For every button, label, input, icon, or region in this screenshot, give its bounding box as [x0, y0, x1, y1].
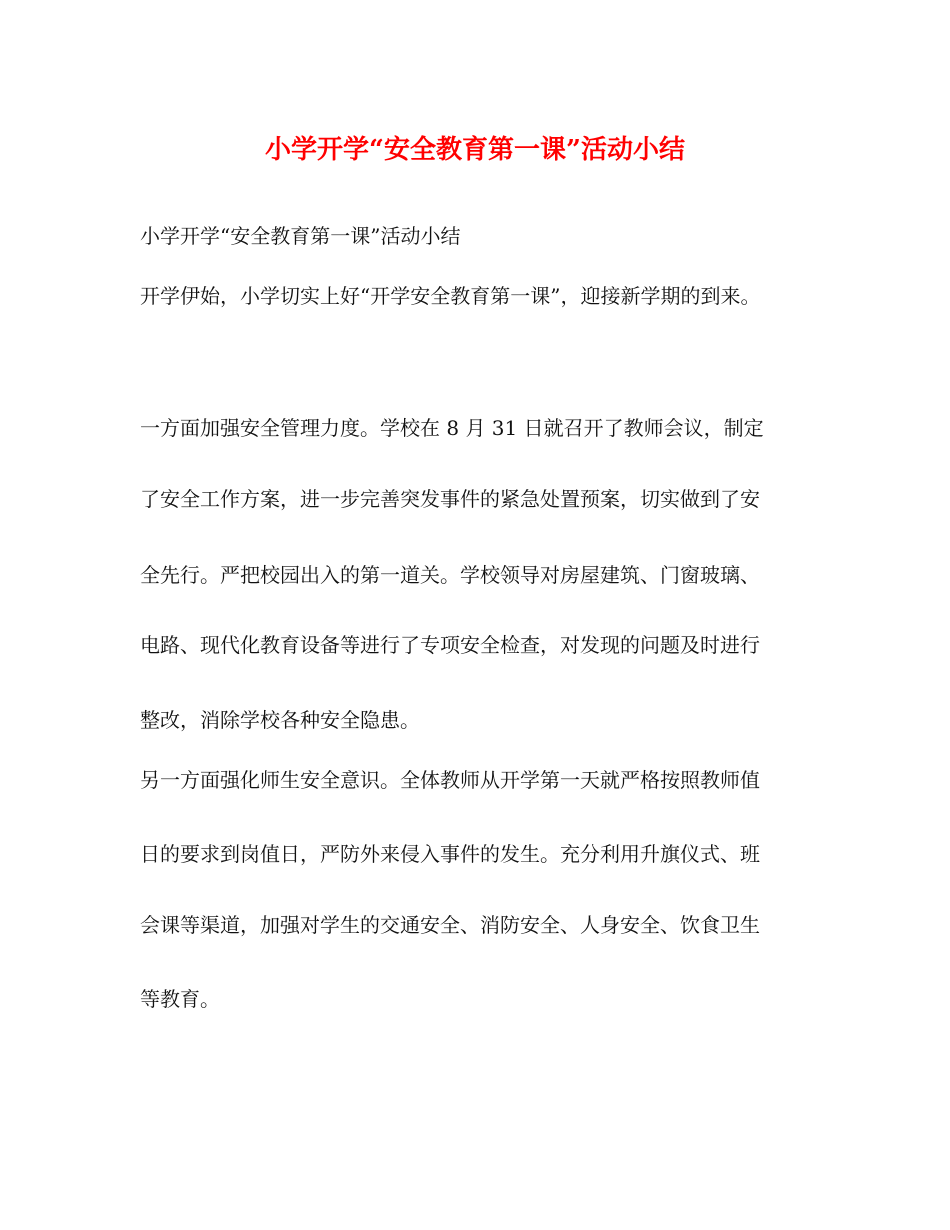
paragraph1-line-2: 了安全工作方案，进一步完善突发事件的紧急处置预案，切实做到了安 [140, 487, 760, 511]
paragraph1-line-4: 电路、现代化教育设备等进行了专项安全检查，对发现的问题及时进行 [140, 633, 760, 657]
intro-line: 开学伊始，小学切实上好“开学安全教育第一课”，迎接新学期的到来。 [140, 284, 761, 308]
paragraph2-line-3: 会课等渠道，加强对学生的交通安全、消防安全、人身安全、饮食卫生 [140, 913, 760, 937]
paragraph2-line-2: 日的要求到岗值日，严防外来侵入事件的发生。充分利用升旗仪式、班 [140, 842, 760, 866]
document-subtitle: 小学开学“安全教育第一课”活动小结 [140, 224, 461, 248]
paragraph2-line-4: 等教育。 [140, 987, 220, 1011]
paragraph1-line-5: 整改，消除学校各种安全隐患。 [140, 708, 420, 732]
document-title: 小学开学“安全教育第一课”活动小结 [265, 135, 685, 165]
paragraph1-line-3: 全先行。严把校园出入的第一道关。学校领导对房屋建筑、门窗玻璃、 [140, 563, 760, 587]
paragraph2-line-1: 另一方面强化师生安全意识。全体教师从开学第一天就严格按照教师值 [140, 768, 760, 792]
paragraph1-line-1: 一方面加强安全管理力度。学校在 8 月 31 日就召开了教师会议，制定 [140, 416, 764, 440]
